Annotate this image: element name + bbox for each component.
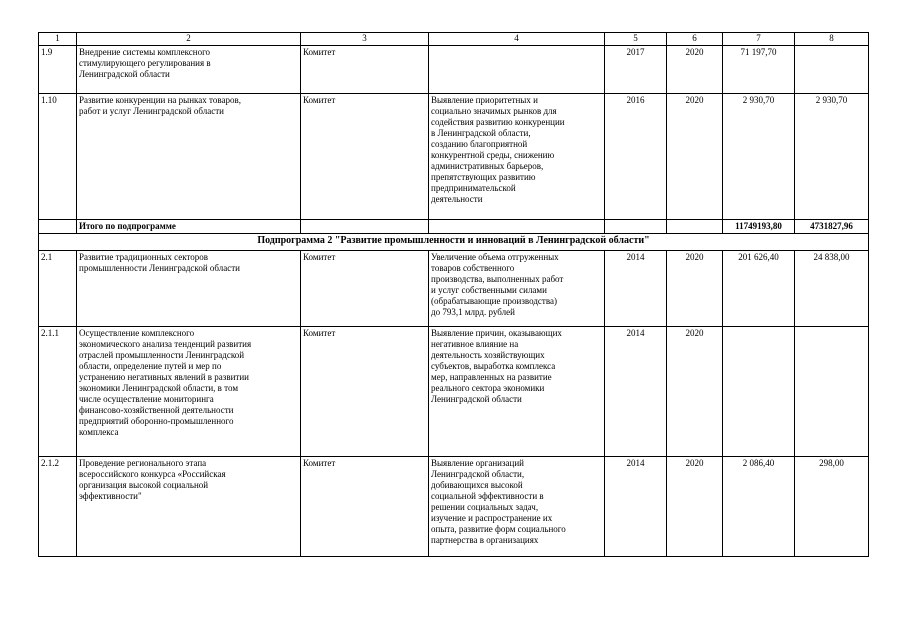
row-name: Развитие традиционных секторов промышленности Ленинградской области bbox=[77, 251, 301, 327]
row-result: Выявление приоритетных и социально значимых рынков для содействия развитию конкуренции в Ленинградской области, созданию благоприятной конкурентной среды, снижению административных барьеров, препятствующих развитию предпринимательской деятельности bbox=[429, 94, 605, 220]
row-value-7: 71 197,70 bbox=[723, 46, 795, 94]
column-header: 6 bbox=[667, 33, 723, 46]
row-name: Внедрение системы комплексного стимулирующего регулирования в Ленинградской области bbox=[77, 46, 301, 94]
total-row bbox=[39, 220, 869, 234]
row-executor: Комитет bbox=[301, 94, 429, 220]
row-start-year: 2017 bbox=[605, 46, 667, 94]
row-end-year: 2020 bbox=[667, 94, 723, 220]
row-value-7: 2 930,70 bbox=[723, 94, 795, 220]
row-name: Осуществление комплексного экономического анализа тенденций развития отраслей промышленности Ленинградской области, определение путей и мер по устранению негативных явлений в развитии экономики Ленинградской области, в том числе осуществление мониторинга финансово-хозяйственной деятельности предприятий оборонно-промышленного комплекса bbox=[77, 327, 301, 457]
total-value-8: 4731827,96 bbox=[795, 220, 869, 234]
row-end-year: 2020 bbox=[667, 46, 723, 94]
row-start-year: 2014 bbox=[605, 327, 667, 457]
row-start-year: 2016 bbox=[605, 94, 667, 220]
row-result bbox=[429, 46, 605, 94]
row-end-year: 2020 bbox=[667, 251, 723, 327]
row-value-7: 2 086,40 bbox=[723, 457, 795, 557]
row-executor: Комитет bbox=[301, 457, 429, 557]
row-executor: Комитет bbox=[301, 251, 429, 327]
table-row bbox=[39, 457, 869, 557]
row-value-8: 298,00 bbox=[795, 457, 869, 557]
row-number: 1.10 bbox=[39, 94, 77, 220]
row-value-7 bbox=[723, 327, 795, 457]
column-header: 5 bbox=[605, 33, 667, 46]
total-label: Итого по подпрограмме bbox=[77, 220, 301, 234]
column-header: 2 bbox=[77, 33, 301, 46]
column-header: 1 bbox=[39, 33, 77, 46]
header-row bbox=[39, 33, 869, 46]
section-title: Подпрограмма 2 "Развитие промышленности и инноваций в Ленинградской области" bbox=[39, 234, 869, 251]
row-value-7: 201 626,40 bbox=[723, 251, 795, 327]
total-value-7: 11749193,80 bbox=[723, 220, 795, 234]
table-row bbox=[39, 327, 869, 457]
row-number: 2.1 bbox=[39, 251, 77, 327]
table-row bbox=[39, 46, 869, 94]
row-number: 2.1.2 bbox=[39, 457, 77, 557]
row-result: Выявление организаций Ленинградской области, добивающихся высокой социальной эффективности в решении социальных задач, изучение и распространение их опыта, развитие форм социального партнерства в организациях bbox=[429, 457, 605, 557]
column-header: 7 bbox=[723, 33, 795, 46]
row-executor: Комитет bbox=[301, 46, 429, 94]
table-row bbox=[39, 251, 869, 327]
row-number: 2.1.1 bbox=[39, 327, 77, 457]
row-start-year: 2014 bbox=[605, 251, 667, 327]
row-result: Увеличение объема отгруженных товаров собственного производства, выполненных работ и услуг собственными силами (обрабатывающие производства) до 793,1 млрд. рублей bbox=[429, 251, 605, 327]
program-table bbox=[38, 32, 869, 557]
table-row bbox=[39, 94, 869, 220]
row-start-year: 2014 bbox=[605, 457, 667, 557]
row-value-8: 24 838,00 bbox=[795, 251, 869, 327]
row-name: Проведение регионального этапа всероссийского конкурса «Российская организация высокой социальной эффективности" bbox=[77, 457, 301, 557]
column-header: 4 bbox=[429, 33, 605, 46]
row-number: 1.9 bbox=[39, 46, 77, 94]
row-result: Выявление причин, оказывающих негативное влияние на деятельность хозяйствующих субъектов, выработка комплекса мер, направленных на развитие реального сектора экономики Ленинградской области bbox=[429, 327, 605, 457]
column-header: 8 bbox=[795, 33, 869, 46]
row-name: Развитие конкуренции на рынках товаров, работ и услуг Ленинградской области bbox=[77, 94, 301, 220]
section-row bbox=[39, 234, 869, 251]
row-end-year: 2020 bbox=[667, 457, 723, 557]
row-value-8 bbox=[795, 46, 869, 94]
row-value-8: 2 930,70 bbox=[795, 94, 869, 220]
row-end-year: 2020 bbox=[667, 327, 723, 457]
column-header: 3 bbox=[301, 33, 429, 46]
row-value-8 bbox=[795, 327, 869, 457]
row-executor: Комитет bbox=[301, 327, 429, 457]
